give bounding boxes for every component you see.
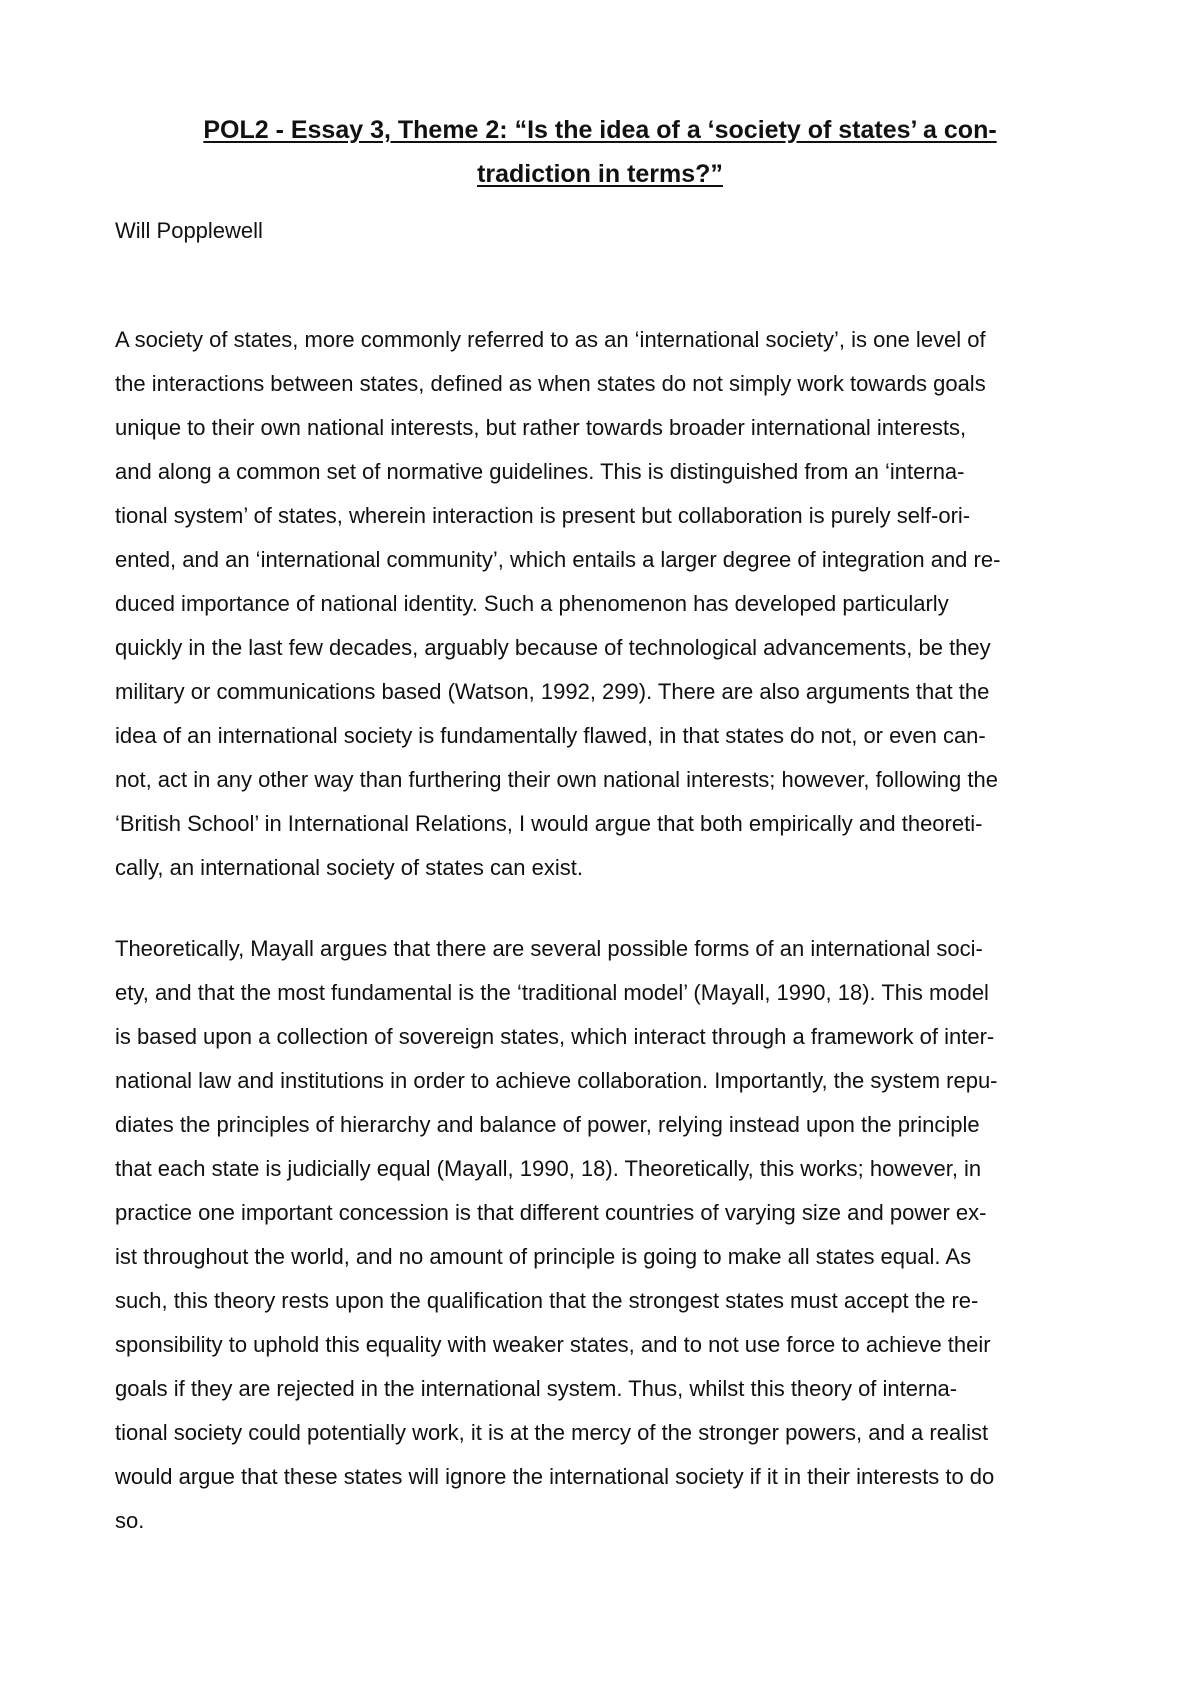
text-line: so. — [115, 1508, 145, 1533]
text-line: is based upon a collection of sovereign states, which interact through a framework of inter- — [115, 1024, 995, 1049]
text-line: idea of an international society is fundamentally flawed, in that states do not, or even can- — [115, 723, 986, 748]
text-line: ‘British School’ in International Relations, I would argue that both empirically and theoreti- — [115, 811, 983, 836]
text-line: A society of states, more commonly referred to as an ‘international society’, is one level of — [115, 327, 986, 352]
text-line: ist throughout the world, and no amount of principle is going to make all states equal. As — [115, 1244, 972, 1269]
title-line: tradiction in terms?” — [477, 160, 723, 188]
text-line: goals if they are rejected in the international system. Thus, whilst this theory of interna- — [115, 1376, 958, 1401]
text-line: national law and institutions in order to achieve collaboration. Importantly, the system repu- — [115, 1068, 998, 1093]
paragraph-introduction — [115, 318, 1000, 890]
author-name: Will Popplewell — [115, 218, 263, 243]
text-line: ented, and an ‘international community’, which entails a larger degree of integration and re- — [115, 547, 1001, 572]
text-line: would argue that these states will ignore the international society if it in their interests to do — [115, 1464, 995, 1489]
text-line: unique to their own national interests, but rather towards broader international interests, — [115, 415, 967, 440]
text-line: sponsibility to uphold this equality with weaker states, and to not use force to achieve their — [115, 1332, 991, 1357]
paragraph-theoretical — [115, 927, 998, 1543]
text-line: military or communications based (Watson, 1992, 299). There are also arguments that the — [115, 679, 990, 704]
document-title — [115, 108, 1085, 196]
title-line: POL2 - Essay 3, Theme 2: “Is the idea of a ‘society of states’ a con- — [203, 116, 997, 144]
text-line: that each state is judicially equal (Mayall, 1990, 18). Theoretically, this works; however, in — [115, 1156, 982, 1181]
text-line: the interactions between states, defined as when states do not simply work towards goals — [115, 371, 986, 396]
text-line: diates the principles of hierarchy and balance of power, relying instead upon the principle — [115, 1112, 980, 1137]
text-line: practice one important concession is that different countries of varying size and power ex- — [115, 1200, 987, 1225]
text-line: ety, and that the most fundamental is the ‘traditional model’ (Mayall, 1990, 18). This model — [115, 980, 989, 1005]
text-line: and along a common set of normative guidelines. This is distinguished from an ‘interna- — [115, 459, 965, 484]
text-line: tional society could potentially work, it is at the mercy of the stronger powers, and a realist — [115, 1420, 989, 1445]
text-line: duced importance of national identity. Such a phenomenon has developed particularly — [115, 591, 949, 616]
text-line: such, this theory rests upon the qualification that the strongest states must accept the re- — [115, 1288, 979, 1313]
text-line: not, act in any other way than furthering their own national interests; however, following the — [115, 767, 998, 792]
text-line: tional system’ of states, wherein interaction is present but collaboration is purely self-ori- — [115, 503, 971, 528]
text-line: cally, an international society of states can exist. — [115, 855, 583, 880]
text-line: quickly in the last few decades, arguably because of technological advancements, be they — [115, 635, 991, 660]
text-line: Theoretically, Mayall argues that there are several possible forms of an international soci- — [115, 936, 983, 961]
